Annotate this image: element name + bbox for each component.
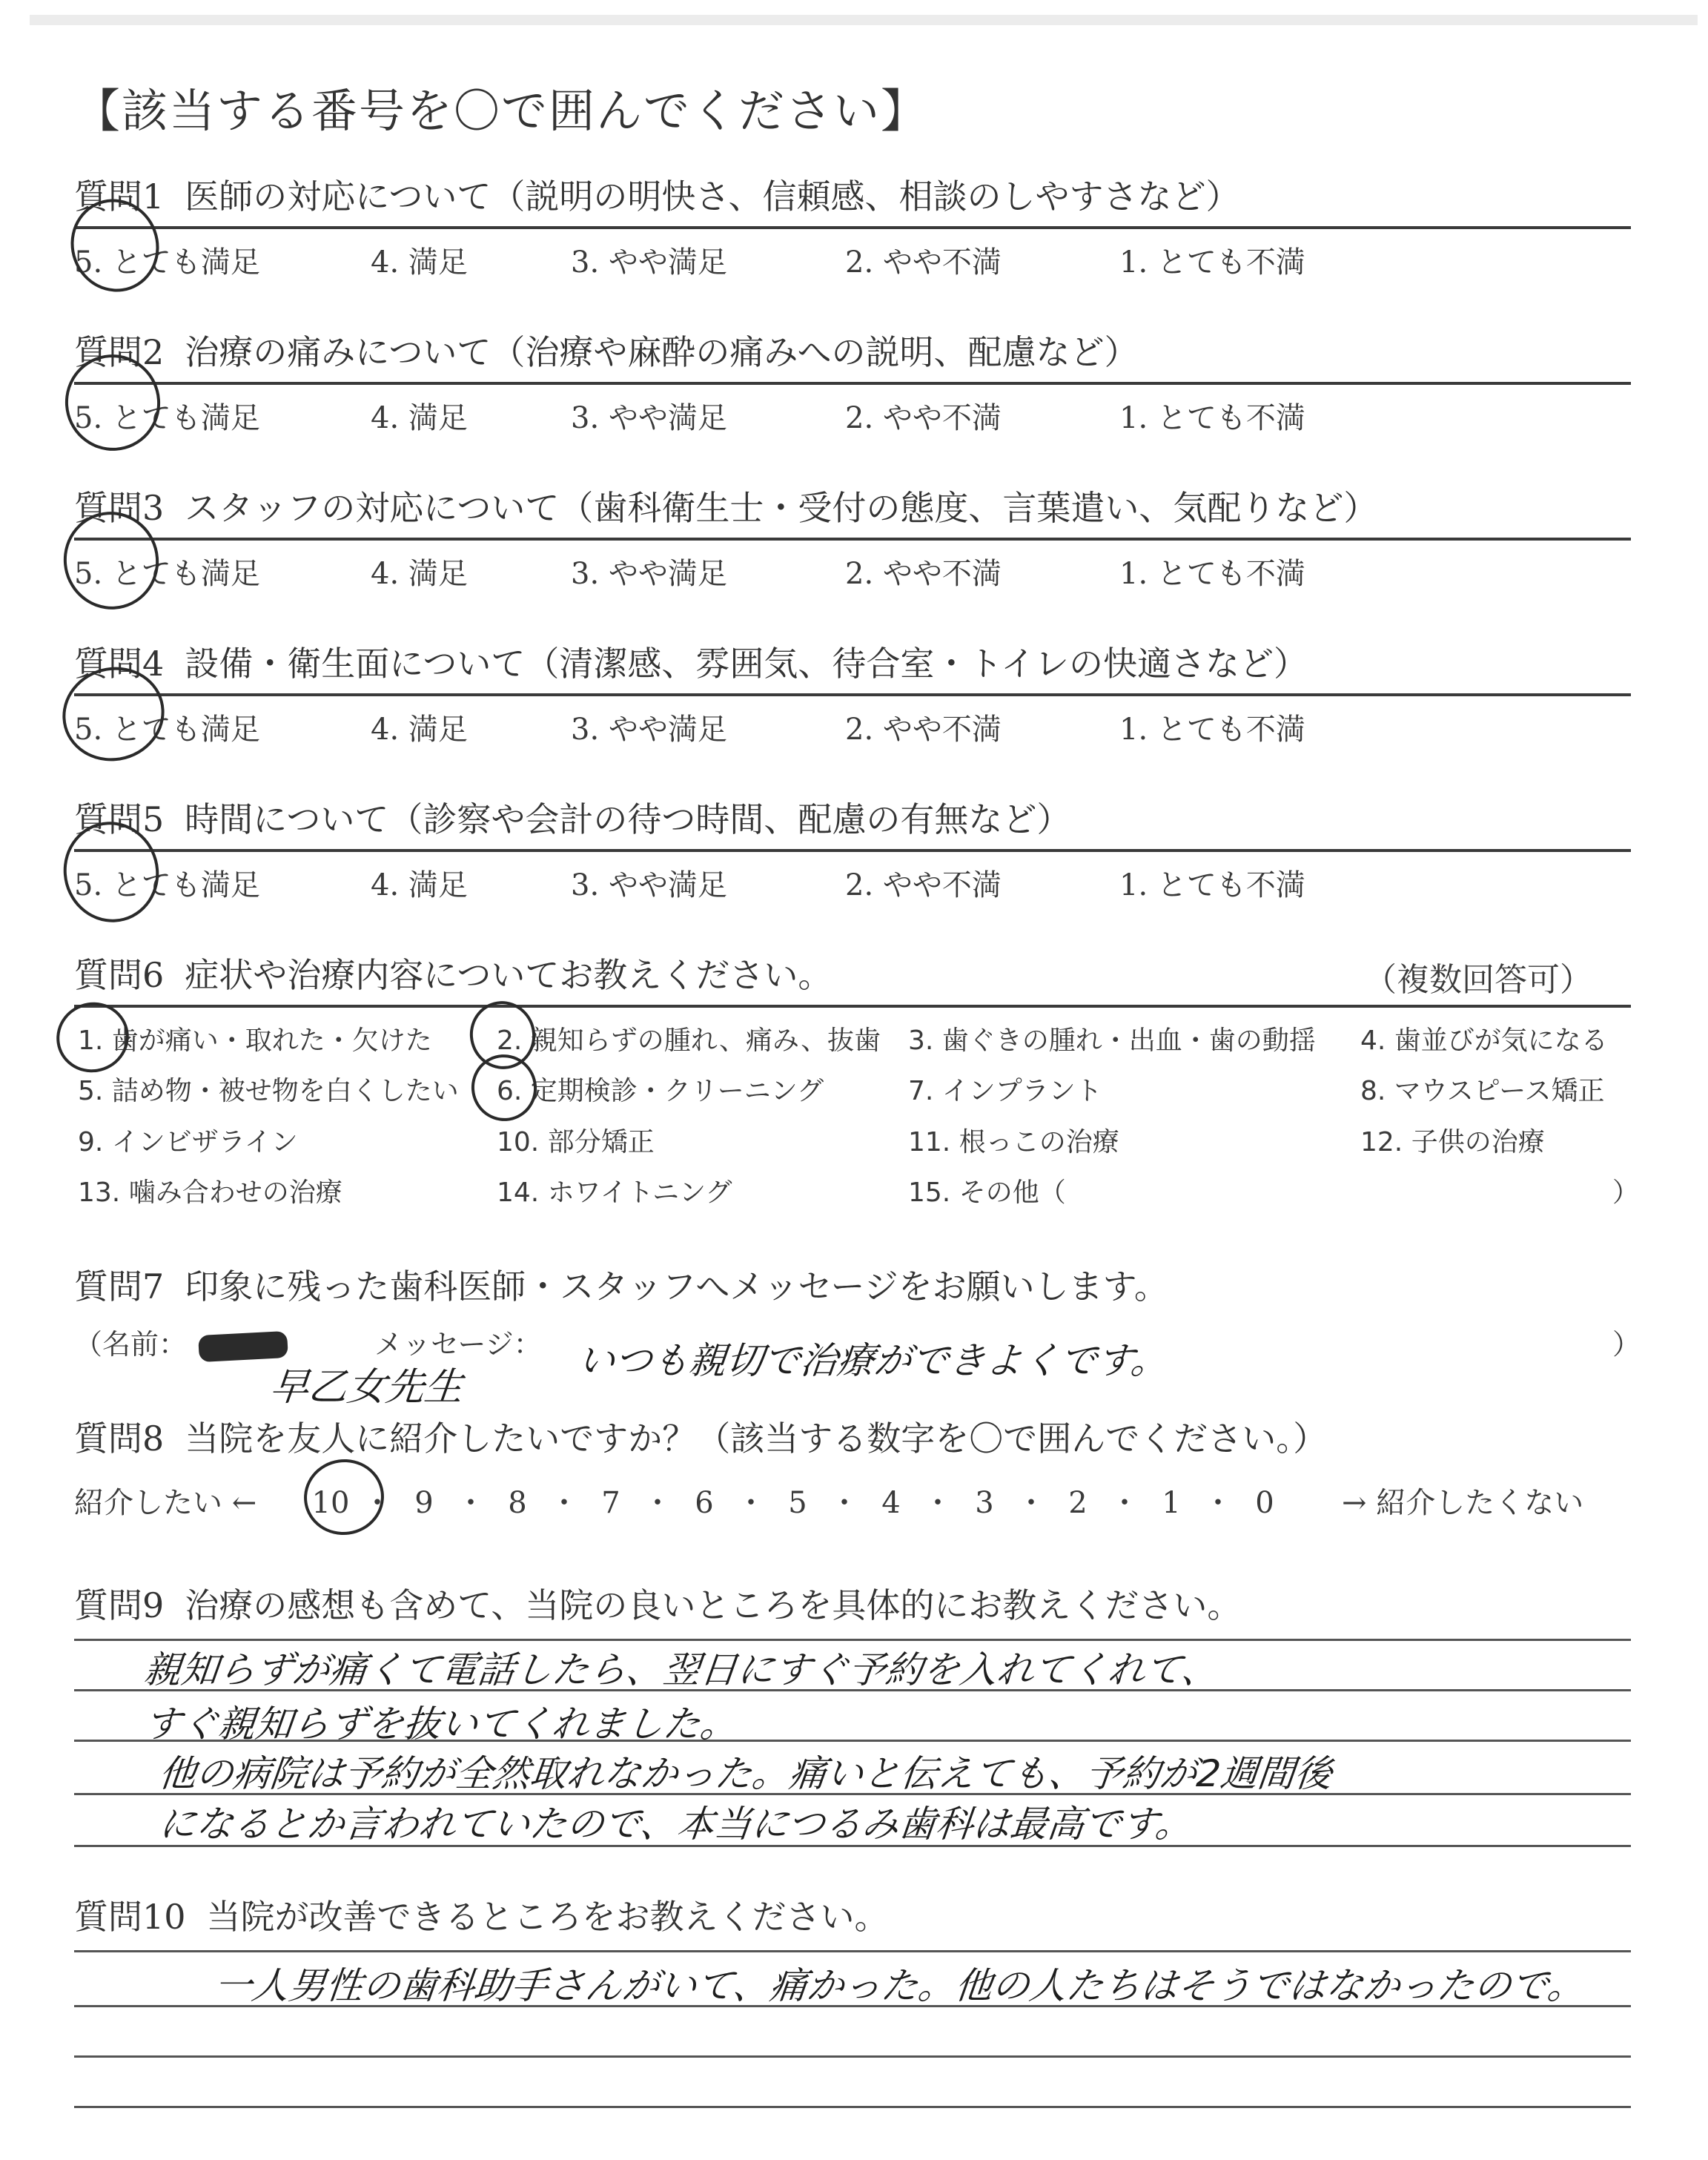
rating-3[interactable]: 3. やや満足 (571, 868, 727, 902)
handwritten-name: 早乙女先生 (268, 1365, 466, 1410)
recommend-scale (304, 1479, 1291, 1522)
question-text: スタッフの対応について（歯科衛生士・受付の態度、言葉遣い、気配りなど） (185, 488, 1378, 528)
scale-value-0[interactable]: 0 (1255, 1486, 1274, 1520)
rating-2[interactable]: 2. やや不満 (845, 401, 1002, 435)
question-text: 当院が改善できるところをお教えください。 (206, 1897, 889, 1937)
hand-circle-mark (464, 1047, 544, 1129)
question-text: 設備・衛生面について（清潔感、雰囲気、待合室・トイレの快適さなど） (185, 644, 1308, 684)
rating-4[interactable]: 4. 満足 (371, 713, 468, 747)
question-text: 治療の感想も含めて、当院の良いところを具体的にお教えください。 (185, 1585, 1242, 1625)
question-number: 質問7 (74, 1266, 165, 1307)
rating-1[interactable]: 1. とても不満 (1119, 868, 1305, 902)
question-number: 質問1 (74, 176, 165, 217)
scale-value-1[interactable]: 1 (1162, 1486, 1181, 1520)
handwritten-answer-line: 親知らずが痛くて電話したら、翌日にすぐ予約を入れてくれて、 (142, 1648, 1221, 1691)
question-text: 症状や治療内容についてお教えください。 (185, 955, 833, 995)
symptom-option-6[interactable]: 6. 定期検診・クリーニング (497, 1076, 824, 1106)
answer-rule (74, 1005, 1631, 1008)
question-number: 質問3 (74, 488, 165, 528)
recommend-left-label: 紹介したい ← (74, 1486, 257, 1520)
rating-3[interactable]: 3. やや満足 (571, 245, 727, 280)
rating-3[interactable]: 3. やや満足 (571, 557, 727, 591)
handwritten-answer-line: になるとか言われていたので、本当につるみ歯科は最高です。 (156, 1803, 1195, 1846)
answer-rule (74, 693, 1631, 696)
hand-circle-mark (299, 1454, 388, 1540)
scale-separator: ・ (643, 1486, 672, 1520)
symptom-option-9[interactable]: 9. インビザライン (78, 1127, 298, 1157)
symptom-option-2[interactable]: 2. 親知らずの腫れ、痛み、抜歯 (497, 1025, 881, 1056)
scale-separator: ・ (923, 1486, 953, 1520)
scale-value-3[interactable]: 3 (975, 1486, 994, 1520)
question-text: 医師の対応について（説明の明快さ、信頼感、相談のしやすさなど） (185, 176, 1240, 217)
rating-4[interactable]: 4. 満足 (371, 868, 468, 902)
answer-rule (74, 226, 1631, 229)
rating-2[interactable]: 2. やや不満 (845, 245, 1002, 280)
question-text: 印象に残った歯科医師・スタッフへメッセージをお願いします。 (185, 1266, 1168, 1307)
symptom-option-7[interactable]: 7. インプラント (908, 1076, 1102, 1106)
scale-value-7[interactable]: 7 (601, 1486, 620, 1520)
handwritten-answer-line: 一人男性の歯科助手さんがいて、痛かった。他の人たちはそうではなかったので。 (212, 1964, 1587, 2007)
rating-1[interactable]: 1. とても不満 (1119, 401, 1305, 435)
scale-value-5[interactable]: 5 (788, 1486, 807, 1520)
rating-3[interactable]: 3. やや満足 (571, 401, 727, 435)
question-text: 時間について（診察や会計の待つ時間、配慮の有無など） (185, 799, 1071, 839)
rating-5[interactable]: 5. とても満足 (74, 245, 260, 280)
symptom-option-15[interactable]: 15. その他（ (908, 1178, 1066, 1208)
rating-5[interactable]: 5. とても満足 (74, 557, 260, 591)
scale-value-8[interactable]: 8 (508, 1486, 527, 1520)
page-heading: 【該当する番号を〇で囲んでください】 (74, 84, 929, 138)
handwritten-answer-line: 他の病院は予約が全然取れなかった。痛いと伝えても、予約が2週間後 (156, 1752, 1334, 1795)
scale-separator: ・ (830, 1486, 859, 1520)
scale-separator: ・ (736, 1486, 766, 1520)
question-number: 質問6 (74, 955, 165, 995)
question-number: 質問4 (74, 644, 165, 684)
recommend-right-label: → 紹介したくない (1342, 1486, 1584, 1520)
handwritten-message: いつも親切で治療ができよくです。 (575, 1339, 1171, 1382)
symptom-option-5[interactable]: 5. 詰め物・被せ物を白くしたい (78, 1076, 459, 1106)
question-text: 当院を友人に紹介したいですか？（該当する数字を〇で囲んでください。） (185, 1418, 1328, 1459)
rating-4[interactable]: 4. 満足 (371, 557, 468, 591)
scale-separator: ・ (549, 1486, 579, 1520)
rating-5[interactable]: 5. とても満足 (74, 713, 260, 747)
symptom-option-8[interactable]: 8. マウスピース矯正 (1360, 1076, 1605, 1106)
answer-rule (74, 2055, 1631, 2058)
rating-1[interactable]: 1. とても不満 (1119, 713, 1305, 747)
question-number: 質問9 (74, 1585, 165, 1625)
symptom-option-13[interactable]: 13. 噛み合わせの治療 (78, 1178, 342, 1208)
rating-2[interactable]: 2. やや不満 (845, 713, 1002, 747)
scale-value-2[interactable]: 2 (1068, 1486, 1088, 1520)
rating-2[interactable]: 2. やや不満 (845, 868, 1002, 902)
symptom-option-3[interactable]: 3. 歯ぐきの腫れ・出血・歯の動揺 (908, 1025, 1316, 1056)
other-close-paren: ） (1612, 1178, 1640, 1208)
question-number: 質問5 (74, 799, 165, 839)
rating-5[interactable]: 5. とても満足 (74, 868, 260, 902)
rating-1[interactable]: 1. とても不満 (1119, 557, 1305, 591)
message-close-paren: ） (1612, 1328, 1641, 1361)
rating-2[interactable]: 2. やや不満 (845, 557, 1002, 591)
multiple-answer-note: （複数回答可） (1364, 961, 1592, 999)
scale-separator: ・ (1110, 1486, 1139, 1520)
scan-top-edge (30, 15, 1698, 25)
scale-separator: ・ (1203, 1486, 1233, 1520)
scale-value-10[interactable]: 10 (311, 1486, 350, 1520)
answer-rule (74, 382, 1631, 385)
scale-value-9[interactable]: 9 (414, 1486, 434, 1520)
scale-separator: ・ (456, 1486, 486, 1520)
rating-1[interactable]: 1. とても不満 (1119, 245, 1305, 280)
symptom-option-11[interactable]: 11. 根っこの治療 (908, 1127, 1119, 1157)
rating-5[interactable]: 5. とても満足 (74, 401, 260, 435)
symptom-option-4[interactable]: 4. 歯並びが気になる (1360, 1025, 1608, 1056)
handwritten-answer-line: すぐ親知らずを抜いてくれました。 (142, 1702, 740, 1745)
answer-rule (74, 1950, 1631, 1952)
symptom-option-1[interactable]: 1. 歯が痛い・取れた・欠けた (78, 1025, 432, 1056)
rating-4[interactable]: 4. 満足 (371, 245, 468, 280)
rating-3[interactable]: 3. やや満足 (571, 713, 727, 747)
message-label: メッセージ： (374, 1328, 542, 1361)
answer-rule (74, 849, 1631, 852)
symptom-option-14[interactable]: 14. ホワイトニング (497, 1178, 732, 1208)
rating-4[interactable]: 4. 満足 (371, 401, 468, 435)
scale-separator: ・ (363, 1486, 392, 1520)
symptom-option-10[interactable]: 10. 部分矯正 (497, 1127, 655, 1157)
name-label: （名前： (74, 1328, 188, 1361)
question-number: 質問2 (74, 332, 165, 372)
question-number: 質問10 (74, 1897, 186, 1937)
scale-value-4[interactable]: 4 (881, 1486, 901, 1520)
scale-value-6[interactable]: 6 (695, 1486, 714, 1520)
answer-rule (74, 538, 1631, 541)
scale-separator: ・ (1016, 1486, 1046, 1520)
symptom-option-12[interactable]: 12. 子供の治療 (1360, 1127, 1545, 1157)
answer-rule (74, 2106, 1631, 2108)
question-text: 治療の痛みについて（治療や麻酔の痛みへの説明、配慮など） (185, 332, 1139, 372)
question-number: 質問8 (74, 1418, 165, 1459)
